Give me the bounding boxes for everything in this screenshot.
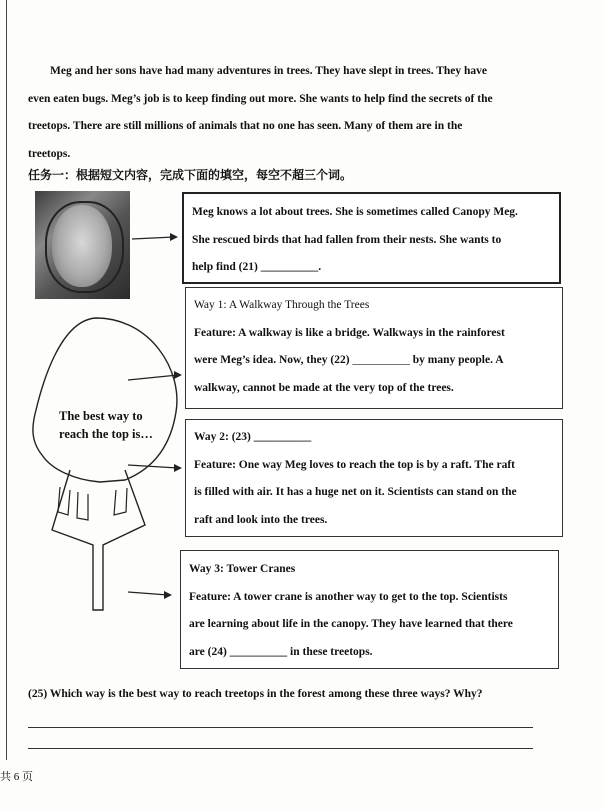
way1-box bbox=[185, 287, 563, 409]
tree-branch-mid bbox=[77, 492, 88, 520]
meg-line-3-suffix: . bbox=[318, 261, 322, 273]
way3-line-2: are learning about life in the canopy. They have learned that there bbox=[189, 618, 513, 630]
way1-line-3: walkway, cannot be made at the very top of the trees. bbox=[194, 381, 454, 394]
way2-line-2: is filled with air. It has a huge net on it. Scientists can stand on the bbox=[194, 486, 517, 498]
tree-crown-outline bbox=[33, 318, 177, 482]
tree-trunk-outline bbox=[52, 470, 145, 610]
way1-line-2-suffix: by many people. A bbox=[409, 354, 504, 366]
passage-line-1: Meg and her sons have had many adventures in trees. They have slept in trees. They have bbox=[50, 65, 488, 77]
way3-line-3-prefix: are (24) bbox=[189, 645, 230, 658]
tree-label: The best way to reach the top is… bbox=[59, 409, 153, 441]
way2-line-1: Feature: One way Meg loves to reach the top is by a raft. The raft bbox=[194, 458, 515, 471]
blank-21[interactable]: __________ bbox=[260, 261, 319, 273]
answer-line-2[interactable] bbox=[28, 748, 533, 749]
way1-line-2-prefix: were Meg’s idea. Now, they (22) bbox=[194, 354, 353, 366]
task-instruction: 任务一：根据短文内容，完成下面的填空，每空不超三个词。 bbox=[28, 168, 353, 182]
meg-line-1: Meg knows a lot about trees. She is sometimes called Canopy Meg. bbox=[192, 206, 518, 218]
passage-line-2: even eaten bugs. Meg’s job is to keep finding out more. She wants to help find the secrets of the bbox=[28, 92, 493, 105]
page-footer: 共 6 页 bbox=[0, 771, 33, 783]
passage-line-4: treetops. bbox=[28, 147, 71, 160]
way1-title: Way 1: A Walkway Through the Trees bbox=[194, 299, 370, 311]
arrow-tree-to-way3 bbox=[128, 591, 172, 599]
way3-line-1: Feature: A tower crane is another way to get to the top. Scientists bbox=[189, 590, 508, 603]
way2-line-3: raft and look into the trees. bbox=[194, 513, 328, 526]
passage-line-3: treetops. There are still millions of animals that no one has seen. Many of them are in the bbox=[28, 120, 463, 132]
way2-box bbox=[185, 419, 563, 537]
way3-box bbox=[180, 550, 559, 669]
tree-branch-right bbox=[114, 488, 127, 515]
way3-line-3-suffix: in these treetops. bbox=[287, 645, 373, 658]
question-25: (25) Which way is the best way to reach treetops in the forest among these three ways? Why? bbox=[28, 688, 483, 700]
blank-24[interactable]: __________ bbox=[229, 645, 288, 658]
arrow-photo-to-meg-box bbox=[132, 233, 178, 241]
meg-line-3-prefix: help find (21) bbox=[192, 261, 261, 273]
way3-title: Way 3: Tower Cranes bbox=[189, 563, 296, 575]
answer-line-1[interactable] bbox=[28, 727, 533, 728]
arrow-tree-to-way2 bbox=[128, 464, 182, 472]
blank-23[interactable]: __________ bbox=[253, 431, 312, 443]
way1-line-1: Feature: A walkway is like a bridge. Walkways in the rainforest bbox=[194, 326, 505, 339]
way2-title-prefix: Way 2: (23) bbox=[194, 431, 254, 443]
meg-line-2: She rescued birds that had fallen from their nests. She wants to bbox=[192, 233, 502, 246]
blank-22[interactable]: __________ bbox=[352, 354, 410, 366]
meg-info-box bbox=[182, 192, 561, 284]
